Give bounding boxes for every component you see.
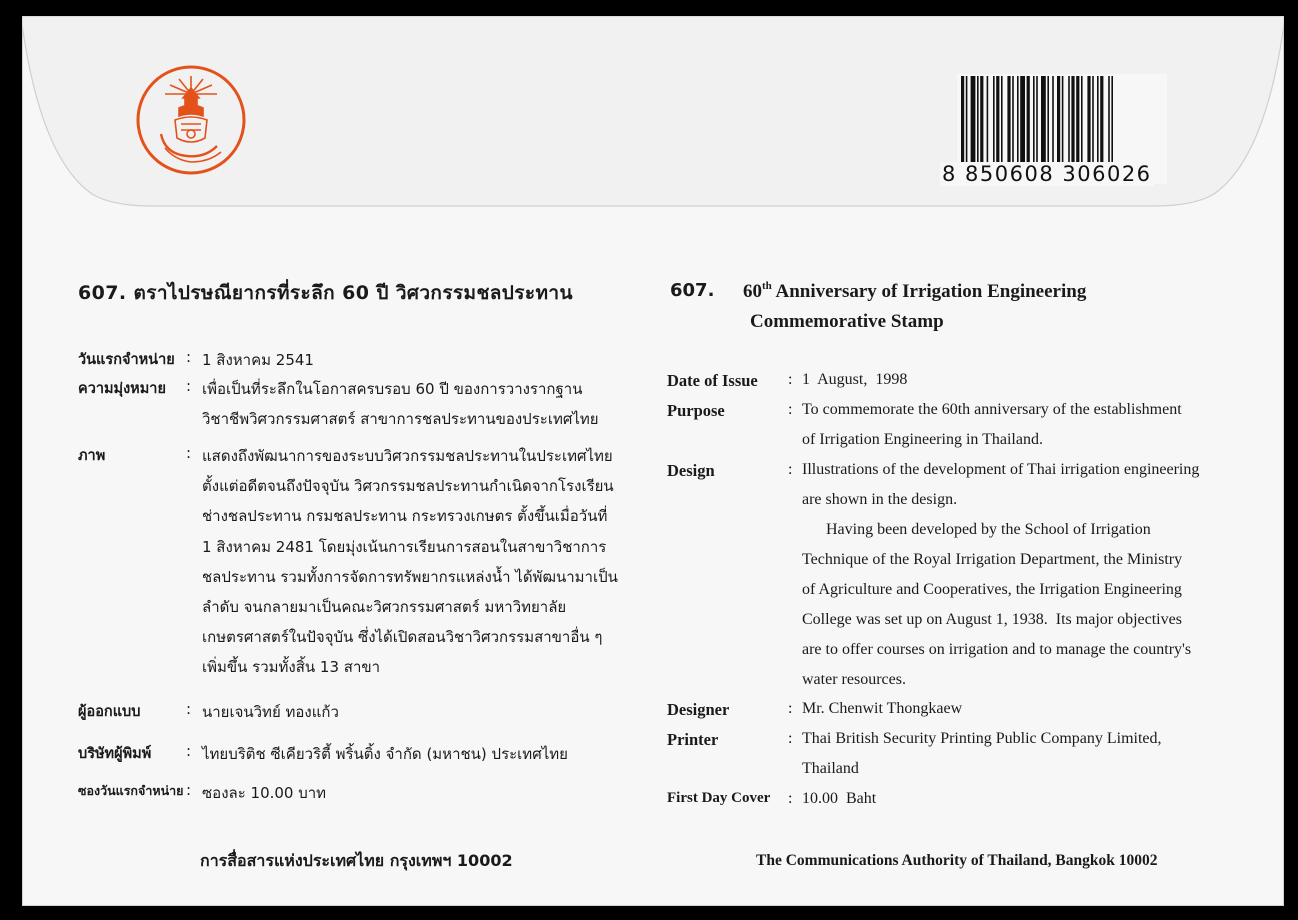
thai-title: 607. ตราไปรษณียากรที่ระลึก 60 ปี วิศวกรรมชลประทาน [78, 282, 573, 304]
colon-separator: : [788, 401, 793, 418]
thai-row-value-line: เกษตรศาสตร์ในปัจจุบัน ซึ่งได้เปิดสอนวิชาวิศวกรรมสาขาอื่น ๆ [202, 628, 603, 647]
english-row-label: Design [667, 461, 715, 480]
colon-separator: : [788, 371, 793, 388]
thai-row-value-line: 1 สิงหาคม 2541 [202, 351, 314, 369]
english-title-line-1: 60th Anniversary of Irrigation Engineering [743, 280, 1087, 302]
thai-row-label: ซองวันแรกจำหน่าย [78, 783, 184, 798]
thai-row-value-line: ไทยบริติช ซีเคียวริตี้ พริ้นติ้ง จำกัด (มหาชน) ประเทศไทย [202, 745, 568, 763]
thai-footer: การสื่อสารแห่งประเทศไทย กรุงเทพฯ 10002 [200, 851, 513, 870]
barcode-number: 8 850608 306026 [942, 162, 1152, 186]
colon-separator: : [788, 461, 793, 478]
barcode-bar [1071, 76, 1074, 168]
english-title-line-2: Commemorative Stamp [750, 311, 944, 332]
thai-row-label: วันแรกจำหน่าย [78, 352, 175, 368]
barcode-bar [1017, 76, 1019, 168]
barcode-bar [1081, 76, 1083, 168]
barcode-bar [987, 76, 989, 168]
thai-row-value-line: ลำดับ จนกลายมาเป็นคณะวิศวกรรมศาสตร์ มหาวิทยาลัย [202, 598, 567, 616]
colon-separator: : [186, 742, 192, 760]
barcode-bar [1047, 76, 1049, 168]
english-row-label: Date of Issue [667, 371, 758, 390]
english-row-value-line: Technique of the Royal Irrigation Department, the Ministry [802, 551, 1183, 568]
colon-separator: : [186, 781, 192, 799]
barcode-bar [1012, 76, 1014, 168]
thai-row-value-line: ชลประทาน รวมทั้งการจัดการทรัพยากรแหล่งน้ำ ได้พัฒนามาเป็น [202, 567, 618, 586]
colon-separator: : [186, 444, 192, 462]
english-footer: The Communications Authority of Thailand, Bangkok 10002 [756, 852, 1158, 869]
envelope-back [22, 16, 1284, 906]
english-row-label: Designer [667, 700, 730, 719]
barcode-bar [1092, 76, 1094, 168]
barcode-bar [1100, 76, 1103, 168]
english-row-value-line: are shown in the design. [802, 491, 958, 508]
thai-row-value-line: วิชาชีพวิศวกรรมศาสตร์ สาขาการชลประทานของประเทศไทย [202, 410, 599, 429]
colon-separator: : [186, 377, 192, 395]
english-row-value-line: Thai British Security Printing Public Company Limited, [802, 730, 1162, 747]
english-row-value-line: 1 August, 1998 [802, 371, 908, 388]
thai-row-label: ภาพ [78, 448, 106, 464]
english-row-value-line: Mr. Chenwit Thongkaew [802, 700, 963, 717]
barcode-bar [971, 76, 976, 168]
english-row-value-line: College was set up on August 1, 1938. Its major objectives [802, 611, 1182, 628]
barcode-bar [1007, 76, 1010, 168]
barcode-bar [1001, 76, 1003, 168]
thai-row-value-line: เพิ่มขึ้น รวมทั้งสิ้น 13 สาขา [202, 658, 381, 677]
thai-row-label: ความมุ่งหมาย [78, 381, 166, 397]
english-row-label: Purpose [667, 401, 725, 420]
english-row-value-line: are to offer courses on irrigation and to manage the country's [802, 641, 1192, 658]
english-title-number: 607. [670, 280, 715, 301]
english-row-value-line: Having been developed by the School of Irrigation [802, 521, 1151, 538]
barcode-bar [1033, 76, 1035, 168]
barcode-bar [1057, 76, 1060, 168]
colon-separator: : [186, 700, 192, 718]
thai-row-value-line: 1 สิงหาคม 2481 โดยมุ่งเน้นการเรียนการสอนในสาขาวิชาการ [202, 537, 607, 556]
english-row-label: First Day Cover [667, 790, 771, 806]
barcode-bar [1076, 76, 1079, 168]
thai-row-label: บริษัทผู้พิมพ์ [78, 746, 152, 762]
barcode-bar [996, 76, 999, 168]
barcode-bar [1020, 76, 1025, 168]
cat-emblem-logo [135, 64, 247, 176]
colon-separator: : [788, 700, 793, 717]
barcode-bar [1097, 76, 1099, 168]
barcode-bar [1062, 76, 1064, 168]
english-row-value-line: water resources. [802, 671, 906, 688]
english-row-value-line: of Agriculture and Cooperatives, the Irrigation Engineering [802, 581, 1182, 598]
barcode-bar [1027, 76, 1030, 168]
barcode-bar [1068, 76, 1070, 168]
barcode-bar [993, 76, 995, 168]
barcode-bar [977, 76, 979, 168]
thai-row-value-line: แสดงถึงพัฒนาการของระบบวิศวกรรมชลประทานในประเทศไทย [202, 447, 613, 465]
english-row-value-line: Illustrations of the development of Thai irrigation engineering [802, 461, 1200, 478]
thai-row-value-line: นายเจนวิทย์ ทองแก้ว [202, 703, 339, 721]
thai-row-label: ผู้ออกแบบ [78, 704, 141, 720]
english-row-label: Printer [667, 730, 719, 749]
thai-row-value-line: ซองละ 10.00 บาท [202, 784, 327, 802]
barcode-bar [1052, 76, 1054, 168]
barcode-bar [1108, 76, 1110, 168]
colon-separator: : [788, 730, 793, 747]
colon-separator: : [186, 348, 192, 366]
thai-row-value-line: เพื่อเป็นที่ระลึกในโอกาสครบรอบ 60 ปี ของการวางรากฐาน [202, 380, 583, 398]
english-row-value-line: 10.00 Baht [802, 790, 877, 807]
english-row-value-line: of Irrigation Engineering in Thailand. [802, 431, 1043, 448]
thai-row-value-line: ตั้งแต่อดีตจนถึงปัจจุบัน วิศวกรรมชลประทานกำเนิดจากโรงเรียน [202, 477, 614, 496]
barcode-bar [980, 76, 983, 168]
english-row-value-line: Thailand [802, 760, 859, 777]
barcode-bar [1087, 76, 1090, 168]
thai-row-value-line: ช่างชลประทาน กรมชลประทาน กระทรวงเกษตร ตั้งขึ้นเมื่อวันที่ [202, 507, 608, 526]
colon-separator: : [788, 790, 793, 807]
english-row-value-line: To commemorate the 60th anniversary of the establishment [802, 401, 1182, 418]
